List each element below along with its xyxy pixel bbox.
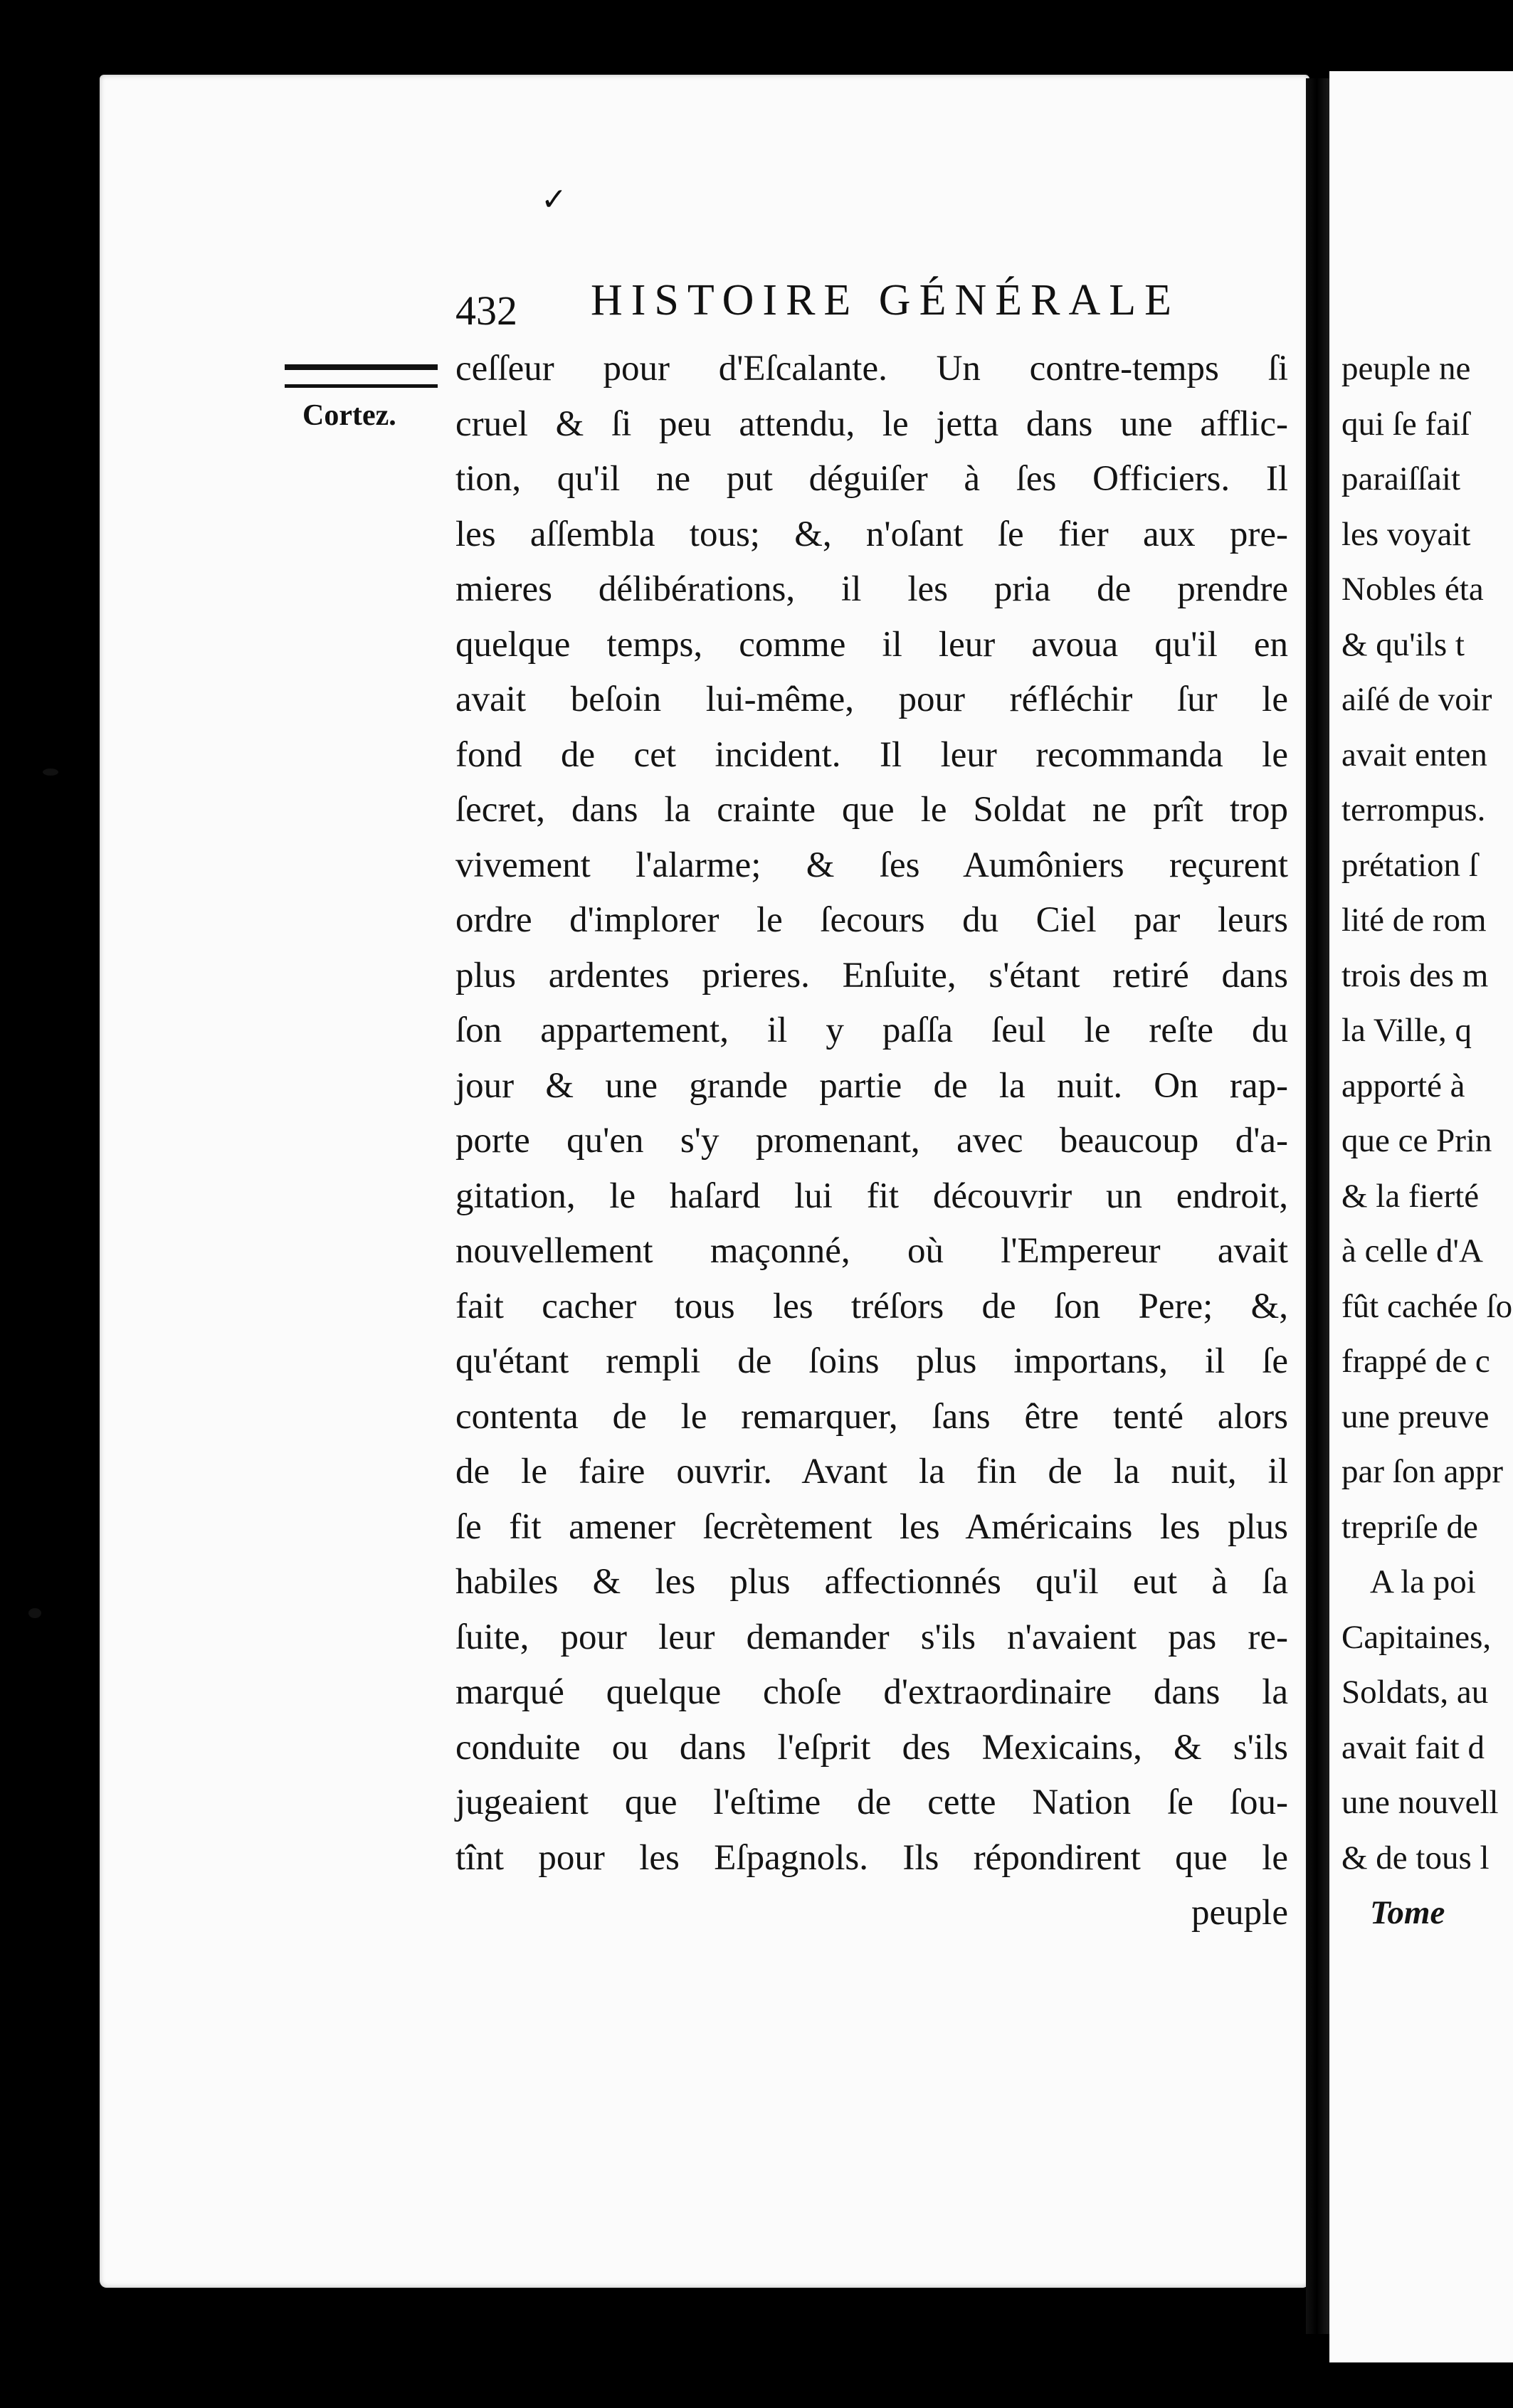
scan-speck (28, 1608, 41, 1618)
page-number: 432 (455, 287, 517, 334)
text-line: mieres délibérations, il les pria de prendre (455, 569, 1288, 609)
facing-text-line: & la fierté (1341, 1177, 1480, 1215)
text-line: ordre d'implorer le ſecours du Ciel par leurs (455, 900, 1288, 940)
text-line: ſon appartement, il y paſſa ſeul le reſte du (455, 1010, 1288, 1050)
facing-text-line: une nouvell (1341, 1784, 1499, 1821)
scan-speck (43, 769, 58, 776)
text-line: avait beſoin lui-même, pour réfléchir ſur le (455, 680, 1288, 719)
text-line: fait cacher tous les tréſors de ſon Pere; &, (455, 1286, 1288, 1326)
text-line: nouvellement maçonné, où l'Empereur avait (455, 1231, 1288, 1271)
text-line: fond de cet incident. Il leur recommanda le (455, 734, 1288, 775)
text-line: plus ardentes prieres. Enſuite, s'étant retiré dans (455, 955, 1288, 996)
facing-signature-mark: Tome (1370, 1894, 1445, 1931)
text-line: habiles & les plus affectionnés qu'il eut à ſa (455, 1562, 1288, 1602)
text-line: de le faire ouvrir. Avant la fin de la nuit, il (455, 1452, 1288, 1491)
text-line: tînt pour les Eſpagnols. Ils répondirent que le (455, 1837, 1288, 1878)
facing-text-line: & de tous l (1341, 1839, 1490, 1876)
text-line: cruel & ſi peu attendu, le jetta dans une afflic- (455, 403, 1288, 444)
facing-text-line: lité de rom (1341, 902, 1487, 939)
facing-text-line: frappé de c (1341, 1343, 1490, 1380)
text-line: les aſſembla tous; &, n'oſant ſe fier aux pre- (455, 514, 1288, 554)
facing-text-line: avait enten (1341, 736, 1487, 773)
facing-text-line: trepriſe de (1341, 1508, 1478, 1546)
catchword: peuple (1191, 1893, 1288, 1933)
text-line: quelque temps, comme il leur avoua qu'il en (455, 624, 1288, 665)
facing-text-line: Capitaines, (1341, 1618, 1492, 1656)
text-line: tion, qu'il ne put déguiſer à ſes Officiers. Il (455, 459, 1288, 499)
margin-note: Cortez. (302, 399, 396, 432)
text-line: porte qu'en s'y promenant, avec beaucoup d'a- (455, 1121, 1288, 1161)
text-line: vivement l'alarme; & ſes Aumôniers reçurent (455, 845, 1288, 885)
facing-text-line: peuple ne (1341, 350, 1471, 387)
facing-text-line: que ce Prin (1341, 1122, 1492, 1159)
facing-text-line: trois des m (1341, 956, 1489, 994)
facing-text-line: les voyait (1341, 515, 1471, 553)
facing-text-line: Soldats, au (1341, 1674, 1489, 1711)
facing-text-line: fût cachée ſo (1341, 1287, 1513, 1325)
facing-text-line: par ſon appr (1341, 1453, 1504, 1490)
text-line: ſe fit amener ſecrètement les Américains les plus (455, 1506, 1288, 1547)
text-line: contenta de le remarquer, ſans être tenté alors (455, 1396, 1288, 1437)
text-line: qu'étant rempli de ſoins plus importans, il ſe (455, 1341, 1288, 1381)
text-line: ſecret, dans la crainte que le Soldat ne prît trop (455, 790, 1288, 830)
facing-text-line: à celle d'A (1341, 1232, 1483, 1269)
text-line: conduite ou dans l'eſprit des Mexicains, & s'ils (455, 1727, 1288, 1768)
running-title: HISTOIRE GÉNÉRALE (591, 276, 1180, 324)
text-line: ceſſeur pour d'Eſcalante. Un contre-temps ſi (455, 349, 1288, 389)
facing-text-line: qui ſe faiſ (1341, 405, 1470, 443)
facing-text-line: Nobles éta (1341, 571, 1484, 608)
text-line: gitation, le haſard lui fit découvrir un endroit, (455, 1176, 1288, 1216)
facing-text-line: apporté à (1341, 1067, 1465, 1104)
text-line: ſuite, pour leur demander s'ils n'avaient pas re- (455, 1617, 1288, 1657)
facing-text-line: la Ville, q (1341, 1012, 1472, 1049)
margin-rule (285, 364, 438, 388)
facing-text-line: paraiſſait (1341, 460, 1461, 497)
facing-text-line: une preuve (1341, 1398, 1490, 1435)
facing-text-line: A la poi (1370, 1563, 1476, 1600)
facing-page-text (1341, 342, 1513, 1941)
body-text (455, 342, 1288, 1941)
facing-text-line: avait fait d (1341, 1728, 1485, 1766)
ink-mark: ✓ (541, 181, 567, 218)
facing-text-line: aiſé de voir (1341, 681, 1492, 718)
running-head (356, 267, 1295, 334)
facing-text-line: prétation ſ (1341, 846, 1478, 884)
text-line: jugeaient que l'eſtime de cette Nation ſe ſou- (455, 1783, 1288, 1822)
facing-text-line: terrompus. (1341, 791, 1486, 828)
text-line: marqué quelque choſe d'extraordinaire dans la (455, 1672, 1288, 1712)
facing-text-line: & qu'ils t (1341, 625, 1465, 663)
text-line: jour & une grande partie de la nuit. On rap- (455, 1065, 1288, 1106)
